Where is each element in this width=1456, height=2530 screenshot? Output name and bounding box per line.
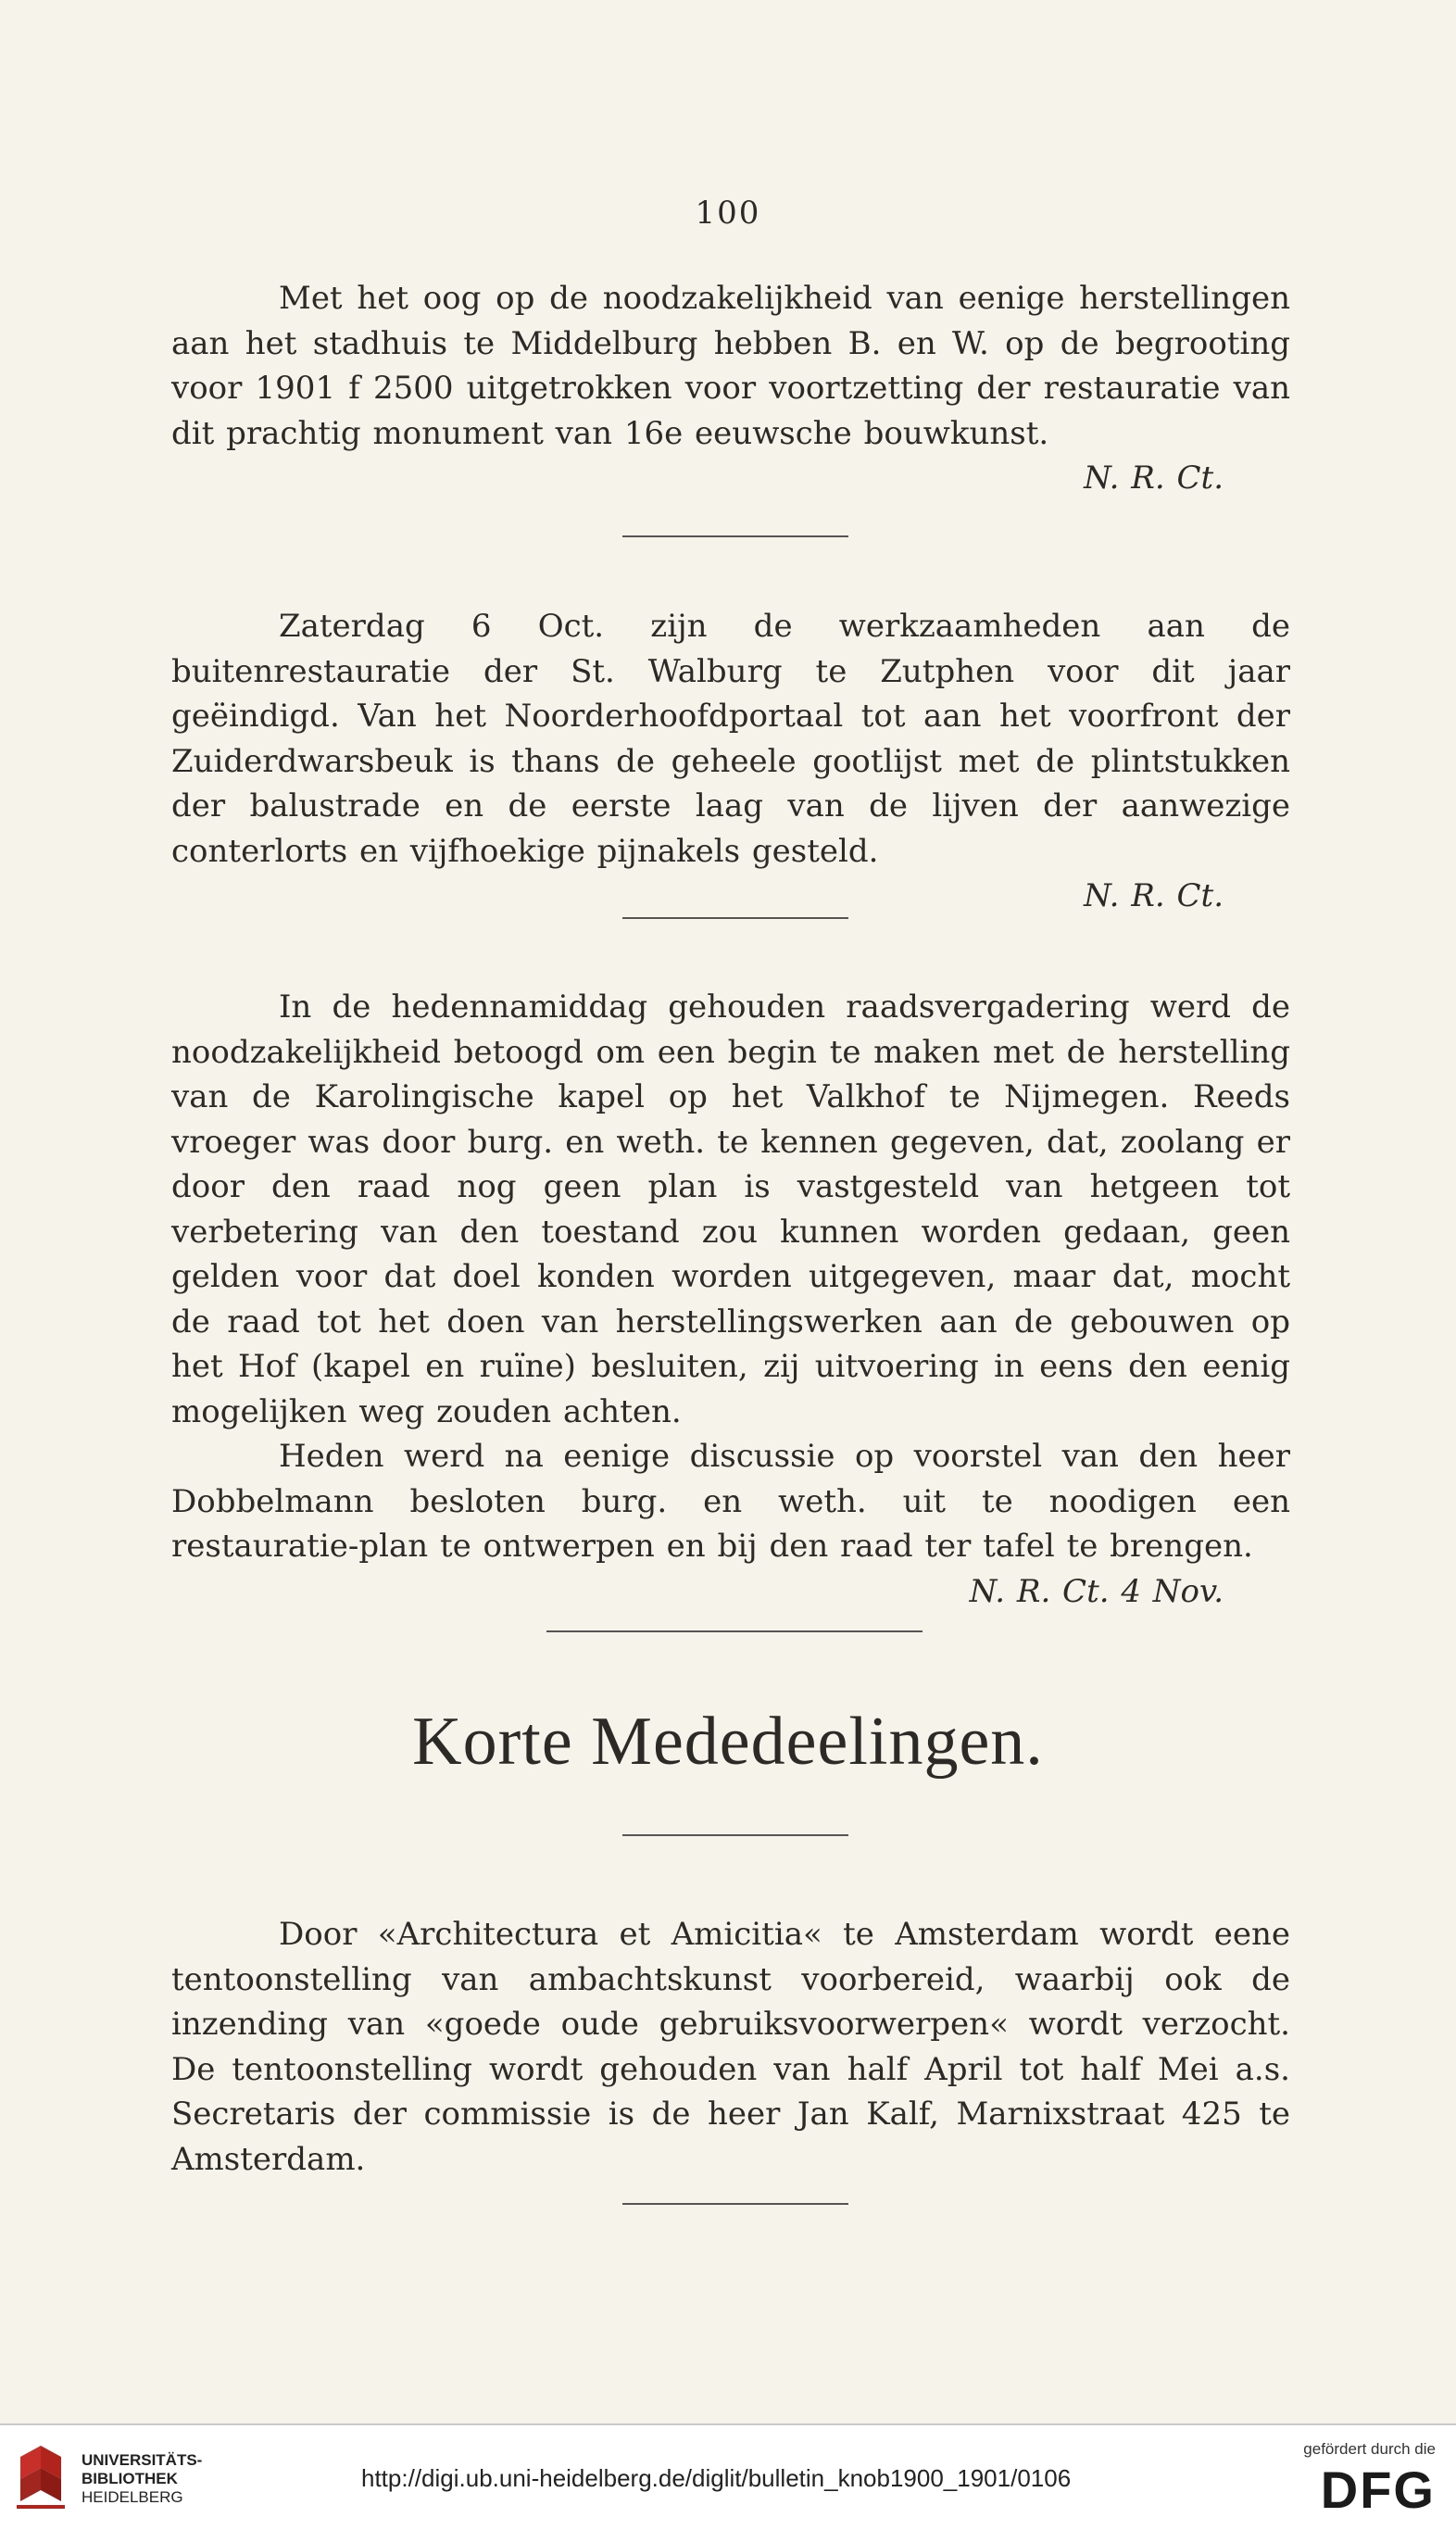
source-signature: N. R. Ct. bbox=[1084, 877, 1224, 914]
news-item-middelburg bbox=[171, 276, 1290, 501]
document-url-link[interactable]: http://digi.ub.uni-heidelberg.de/diglit/bulletin_knob1900_1901/0106 bbox=[361, 2464, 1072, 2492]
digitization-footer bbox=[0, 2423, 1456, 2530]
library-logo-icon bbox=[13, 2442, 69, 2516]
paragraph: Met het oog op de noodzakelijkheid van eenige herstellingen aan het stadhuis te Middelburg hebben B. en W. op de begrooting voor 1901 f 2500 uitgetrokken voor voortzetting der restauratie van dit prachtig monument van 16e eeuwsche bouwkunst. bbox=[171, 280, 1290, 452]
library-name-line: HEIDELBERG bbox=[82, 2488, 183, 2506]
source-signature: N. R. Ct. bbox=[1084, 459, 1224, 497]
source-signature: N. R. Ct. 4 Nov. bbox=[969, 1572, 1224, 1610]
page-number: 100 bbox=[695, 195, 761, 232]
paragraph: Zaterdag 6 Oct. zijn de werkzaamheden aan de buitenrestauratie der St. Walburg te Zutphen voor dit jaar geëindigd. Van het Noorderhoofdportaal tot aan het voorfront der Zuiderdwarsbeuk is thans de geheele gootlijst met de plintstukken der balustrade en de eerste laag van de lijven der aanwezige conterlorts en vijfhoekige pijnakels gesteld. bbox=[171, 608, 1290, 870]
library-name bbox=[82, 2451, 202, 2507]
paragraph: Heden werd na eenige discussie op voorstel van den heer Dobbelmann besloten burg. en weth. uit te noodigen een restauratie-plan te ontwerpen en bij den raad ter tafel te brengen. bbox=[171, 1438, 1290, 1565]
sponsor-block bbox=[1303, 2440, 1436, 2518]
paragraph: Door «Architectura et Amicitia« te Amsterdam wordt eene tentoonstelling van ambachtskunst voorbereid, waarbij ook de inzending van «goede oude gebruiksvoorwerpen« wordt verzocht. De tentoonstelling wordt gehouden van half April tot half Mei a.s. Secretaris der commissie is de heer Jan Kalf, Marnixstraat 425 te Amsterdam. bbox=[171, 1916, 1290, 2178]
news-item-zutphen bbox=[171, 604, 1290, 919]
end-divider bbox=[622, 2203, 848, 2205]
section-divider bbox=[622, 535, 848, 537]
news-item-nijmegen bbox=[171, 985, 1290, 1614]
heading-divider bbox=[622, 1834, 848, 1836]
library-name-line: BIBLIOTHEK bbox=[82, 2470, 178, 2487]
paragraph: In de hedennamiddag gehouden raadsvergadering werd de noodzakelijkheid betoogd om een begin te maken met de herstelling van de Karolingische kapel op het Valkhof te Nijmegen. Reeds vroeger was door burg. en weth. te kennen gegeven, dat, zoolang er door den raad nog geen plan is vastgesteld van hetgeen tot verbetering van den toestand zou kunnen worden gedaan, geen gelden voor dat doel konden worden uitgegeven, maar dat, mocht de raad tot het doen van herstellingswerken aan de gebouwen op het Hof (kapel en ruïne) besluiten, zij uitvoering in eens den eenig mogelijken weg zouden achten. bbox=[171, 988, 1290, 1430]
section-divider bbox=[622, 917, 848, 919]
sponsor-text: gefördert durch die bbox=[1303, 2440, 1436, 2458]
library-name-line: UNIVERSITÄTS- bbox=[82, 2451, 203, 2469]
section-divider bbox=[546, 1630, 923, 1632]
section-heading: Korte Mededeelingen. bbox=[412, 1704, 1044, 1780]
announcement bbox=[171, 1912, 1290, 2182]
dfg-logo: DFG bbox=[1320, 2461, 1436, 2519]
